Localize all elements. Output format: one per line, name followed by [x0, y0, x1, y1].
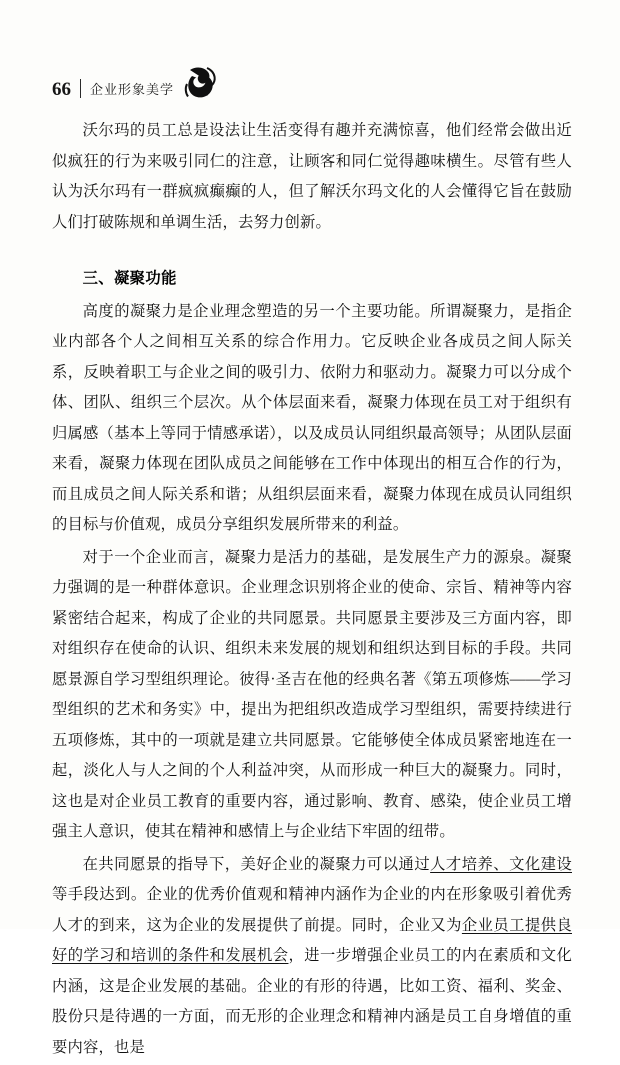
plain-text: 等手段达到。企业的优秀价值观和精神内涵作为企业的内在形象吸引着优秀人才的到来，这为企业的发展提供了前提。同时，企业又为 [52, 886, 572, 934]
paragraph-1: 沃尔玛的员工总是设法让生活变得有趣并充满惊喜，他们经常会做出近似疯狂的行为来吸引同仁的注意，让顾客和同仁觉得趣味横生。尽管有些人认为沃尔玛有一群疯疯癫癫的人，但了解沃尔玛文化的人会懂得它旨在鼓励人们打破陈规和单调生活，去努力创新。 [52, 122, 572, 231]
page-header [52, 62, 572, 102]
page-footer [0, 901, 620, 913]
paragraph-4 [52, 850, 572, 1064]
plain-text: 在共同愿景的指导下，美好企业的凝聚力可以通过 [82, 855, 431, 873]
header-divider [80, 79, 81, 98]
paragraph-3: 对于一个企业而言，凝聚力是活力的基础，是发展生产力的源泉。凝聚力强调的是一种群体意识。企业理念识别将企业的使命、宗旨、精神等内容紧密结合起来，构成了企业的共同愿景。共同愿景主要涉及三方面内容，即对组织存在使命的认识、组织未来发展的规划和组织达到目标的手段。共同愿景源自学习型组织理论。彼得·圣吉在他的经典名著《第五项修炼——学习型组织的艺术和务实》中，提出为把组织改造成学习型组织，需要持续进行五项修炼，其中的一项就是建立共同愿景。它能够使全体成员紧密地连在一起，淡化人与人之间的个人利益冲突，从而形成一种巨大的凝聚力。同时，这也是对企业员工教育的重要内容，通过影响、教育、感染，使企业员工增强主人意识，使其在精神和感情上与企业结下牢固的纽带。 [52, 548, 572, 840]
body-column [52, 116, 572, 1065]
underlined-text: 人才培养、文化建设 [430, 855, 572, 873]
paragraph-2: 高度的凝聚力是企业理念塑造的另一个主要功能。所谓凝聚力，是指企业内部各个人之间相互关系的综合作用力。它反映企业各成员之间人际关系，反映着职工与企业之间的吸引力、依附力和驱动力。凝聚力可以分成个体、团队、组织三个层次。从个体层面来看，凝聚力体现在员工对于组织有归属感（基本上等同于情感承诺），以及成员认同组织最高领导；从团队层面来看，凝聚力体现在团队成员之间能够在工作中体现出的相互合作的行为，而且成员之间人际关系和谐；从组织层面来看，凝聚力体现在成员认同组织的目标与价值观，成员分享组织发展所带来的利益。 [52, 302, 572, 533]
calligraphy-seal-icon [178, 62, 222, 102]
book-title: 企业形象美学 [90, 83, 175, 98]
underlined-text: 企业员工提供良好的学习和培训的条件和发展机会 [52, 916, 572, 964]
section-heading: 三、凝聚功能 [82, 270, 177, 287]
page-number: 66 [52, 79, 71, 100]
plain-text: ，进一步增强企业员工的内在素质和文化内涵，这是企业发展的基础。企业的有形的待遇，比如工资、福利、奖金、股份只是待遇的一方面，而无形的企业理念和精神内涵是员工自身增值的重要内容，也是 [52, 947, 572, 1056]
